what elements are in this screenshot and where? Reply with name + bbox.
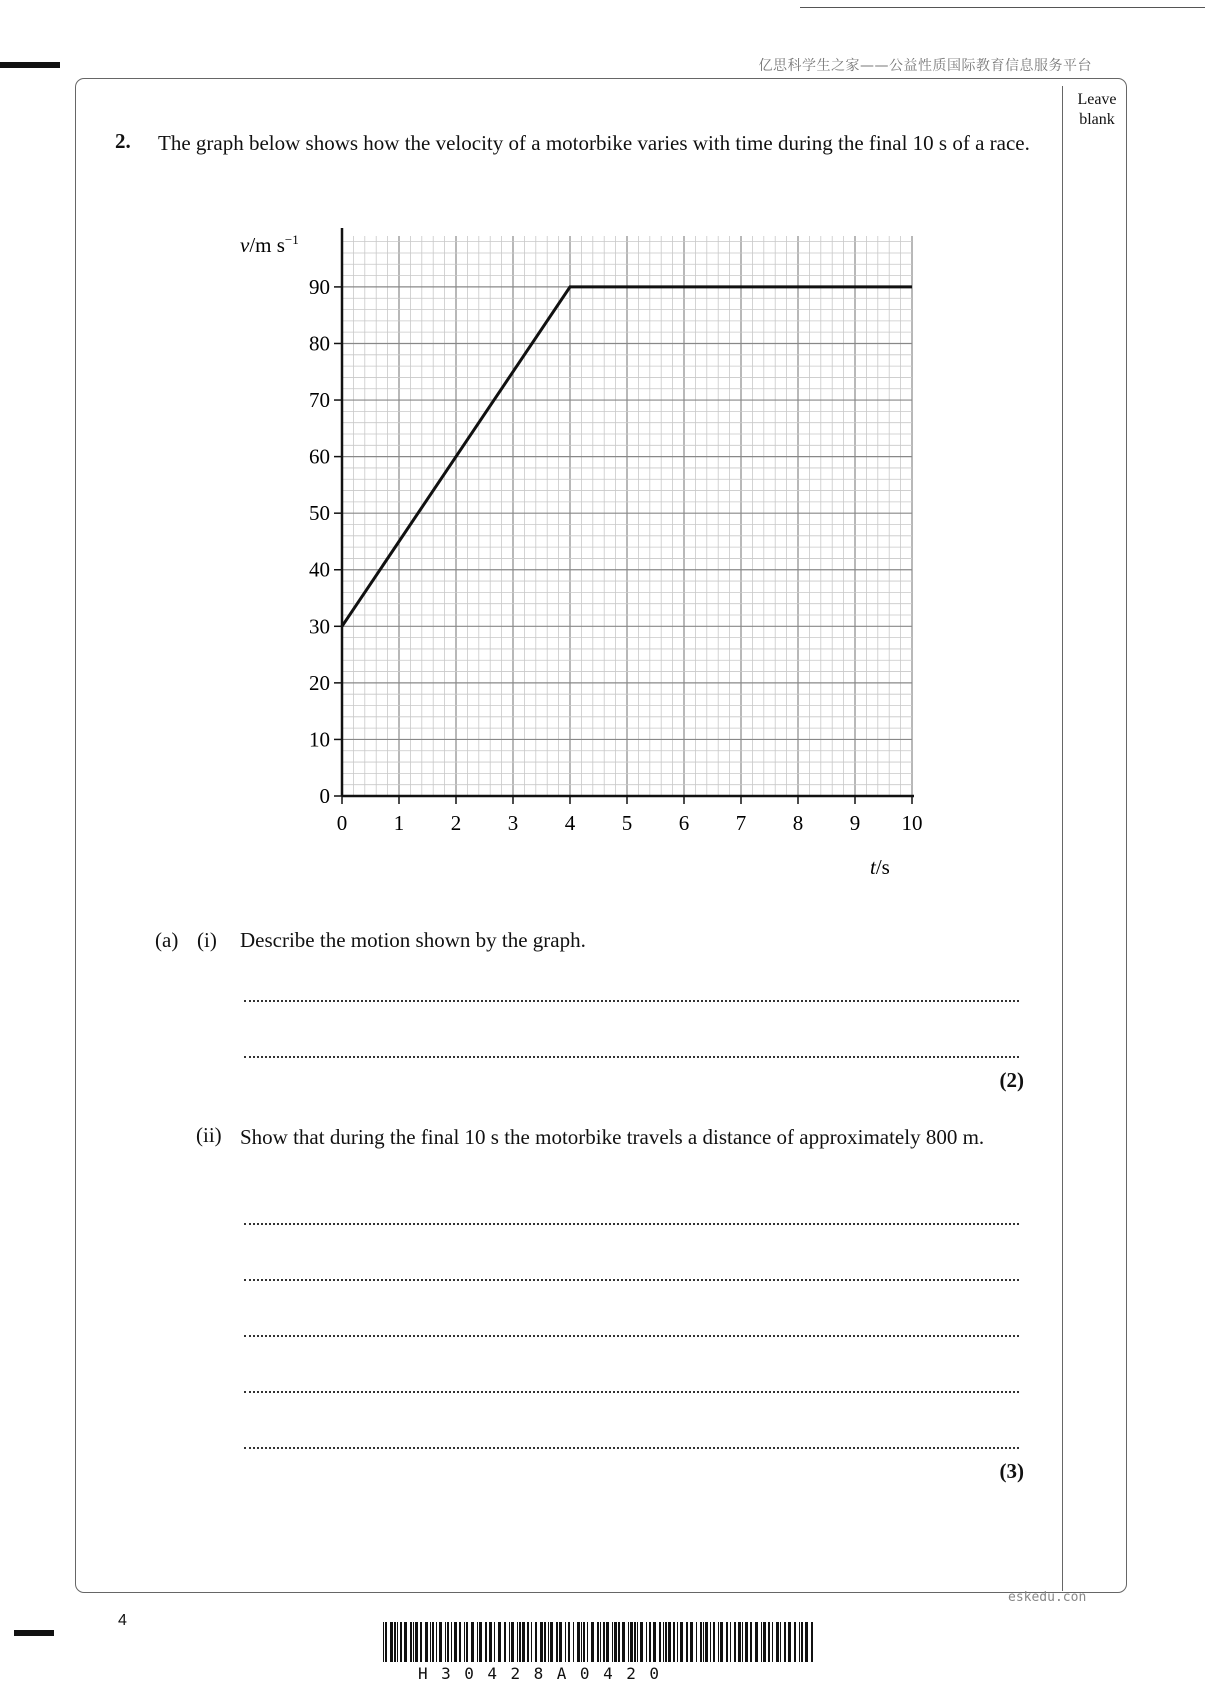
- barcode-bar: [659, 1622, 661, 1662]
- barcode-bar: [459, 1622, 461, 1662]
- barcode-bar: [703, 1622, 704, 1662]
- part-i-label: (i): [197, 928, 217, 952]
- barcode-bar: [690, 1622, 693, 1662]
- barcode: [383, 1622, 817, 1662]
- margin-mark-bottom: [14, 1630, 54, 1636]
- barcode-bar: [477, 1622, 478, 1662]
- y-tick-label: 40: [309, 557, 330, 582]
- barcode-bar: [738, 1622, 741, 1662]
- x-tick-label: 2: [450, 811, 462, 835]
- barcode-bar: [726, 1622, 728, 1662]
- barcode-bar: [597, 1622, 599, 1662]
- leave-blank-label: Leave blank: [1077, 91, 1117, 128]
- barcode-bar: [603, 1622, 605, 1662]
- barcode-bar: [705, 1622, 708, 1662]
- part-ii-label: (ii): [196, 1123, 222, 1147]
- barcode-bar: [436, 1622, 437, 1662]
- barcode-bar: [686, 1622, 688, 1662]
- barcode-bar: [565, 1622, 566, 1662]
- barcode-bar: [673, 1622, 675, 1662]
- barcode-bar: [451, 1622, 452, 1662]
- barcode-bar: [410, 1622, 412, 1662]
- barcode-bar: [745, 1622, 748, 1662]
- barcode-bar: [479, 1622, 482, 1662]
- barcode-bar: [485, 1622, 487, 1662]
- barcode-bar: [634, 1622, 636, 1662]
- barcode-bar: [415, 1622, 418, 1662]
- graph-grid: [342, 236, 912, 796]
- barcode-bar: [544, 1622, 546, 1662]
- barcode-bar: [511, 1622, 514, 1662]
- barcode-bar: [591, 1622, 594, 1662]
- barcode-bar: [394, 1622, 396, 1662]
- leave-blank-column: [1062, 86, 1063, 1591]
- barcode-bar: [556, 1622, 558, 1662]
- barcode-bar: [519, 1622, 521, 1662]
- barcode-bar: [489, 1622, 492, 1662]
- barcode-bar: [430, 1622, 431, 1662]
- velocity-time-graph: [230, 218, 950, 878]
- barcode-bar: [600, 1622, 601, 1662]
- barcode-bar: [577, 1622, 580, 1662]
- top-rule: [800, 7, 1205, 8]
- barcode-bar: [801, 1622, 803, 1662]
- barcode-bar: [649, 1622, 651, 1662]
- x-tick-label: 6: [678, 811, 690, 835]
- x-tick-label: 1: [393, 811, 405, 835]
- y-tick-label: 0: [319, 784, 330, 808]
- barcode-bar: [527, 1622, 529, 1662]
- barcode-bar: [696, 1622, 697, 1662]
- barcode-bar: [573, 1622, 574, 1662]
- y-tick-label: 10: [309, 727, 330, 752]
- barcode-bar: [776, 1622, 779, 1662]
- barcode-bar: [630, 1622, 633, 1662]
- barcode-bar: [713, 1622, 715, 1662]
- barcode-bar: [383, 1622, 384, 1662]
- barcode-bar: [794, 1622, 796, 1662]
- barcode-bar: [540, 1622, 543, 1662]
- y-tick-label: 70: [309, 388, 330, 413]
- barcode-bar: [811, 1622, 813, 1662]
- margin-mark-top: [0, 62, 60, 68]
- y-tick-label: 60: [309, 444, 330, 469]
- answer-line-ii-4[interactable]: [244, 1391, 1019, 1393]
- barcode-bar: [750, 1622, 752, 1662]
- barcode-bar: [710, 1622, 711, 1662]
- barcode-bar: [454, 1622, 457, 1662]
- barcode-bar: [581, 1622, 582, 1662]
- answer-line-ii-3[interactable]: [244, 1335, 1019, 1337]
- barcode-bar: [522, 1622, 525, 1662]
- barcode-bar: [788, 1622, 791, 1662]
- site-watermark: eskedu.con: [1008, 1590, 1087, 1605]
- barcode-bar: [550, 1622, 553, 1662]
- answer-line-ii-1[interactable]: [244, 1223, 1019, 1225]
- barcode-bar: [559, 1622, 562, 1662]
- barcode-bar: [531, 1622, 532, 1662]
- barcode-bar: [494, 1622, 495, 1662]
- barcode-bar: [799, 1622, 800, 1662]
- y-tick-label: 90: [309, 274, 330, 299]
- barcode-bar: [548, 1622, 549, 1662]
- barcode-bar: [425, 1622, 428, 1662]
- barcode-bar: [730, 1622, 731, 1662]
- barcode-bar: [614, 1622, 617, 1662]
- y-axis-label: v/m $s^{-1}$: [240, 232, 299, 257]
- part-a-label: (a): [155, 928, 179, 952]
- barcode-bar: [517, 1622, 518, 1662]
- answer-line-i-1[interactable]: [244, 1000, 1019, 1002]
- answer-line-ii-2[interactable]: [244, 1279, 1019, 1281]
- barcode-bar: [668, 1622, 671, 1662]
- barcode-bar: [535, 1622, 537, 1662]
- barcode-bar: [413, 1622, 414, 1662]
- answer-line-i-2[interactable]: [244, 1056, 1019, 1058]
- barcode-bar: [439, 1622, 442, 1662]
- barcode-bar: [761, 1622, 762, 1662]
- barcode-bar: [606, 1622, 609, 1662]
- barcode-bar: [640, 1622, 643, 1662]
- part-i-text: Describe the motion shown by the graph.: [240, 928, 586, 952]
- barcode-bar: [653, 1622, 656, 1662]
- barcode-bar: [784, 1622, 786, 1662]
- barcode-bar: [805, 1622, 808, 1662]
- barcode-bar: [628, 1622, 629, 1662]
- barcode-bar: [665, 1622, 667, 1662]
- barcode-bar: [420, 1622, 422, 1662]
- barcode-bar: [432, 1622, 434, 1662]
- x-tick-label: 7: [735, 811, 747, 835]
- barcode-bar: [404, 1622, 407, 1662]
- x-tick-label: 0: [336, 811, 348, 835]
- question-number: 2.: [115, 129, 131, 153]
- barcode-bar: [646, 1622, 647, 1662]
- x-tick-label: 3: [507, 811, 519, 835]
- barcode-bar: [612, 1622, 613, 1662]
- barcode-bar: [504, 1622, 506, 1662]
- barcode-bar: [742, 1622, 743, 1662]
- barcode-bar: [464, 1622, 465, 1662]
- barcode-bar: [768, 1622, 770, 1662]
- part-ii-text: Show that during the final 10 s the motorbike travels a distance of approximately 800 m.: [240, 1125, 985, 1149]
- barcode-bar: [637, 1622, 638, 1662]
- page-number: 4: [118, 1612, 127, 1629]
- barcode-bar: [734, 1622, 736, 1662]
- x-tick-label: 5: [621, 811, 633, 835]
- question-text: The graph below shows how the velocity of a motorbike varies with time during the final 10 s of a race.: [158, 131, 1030, 155]
- barcode-bar: [471, 1622, 474, 1662]
- x-tick-label: 4: [564, 811, 576, 835]
- graph-axes: [342, 228, 914, 796]
- barcode-bar: [587, 1622, 588, 1662]
- marks-i: (2): [999, 1068, 1024, 1092]
- y-tick-label: 50: [309, 501, 330, 526]
- barcode-text: H30428A0420: [418, 1664, 673, 1683]
- y-tick-label: 80: [309, 331, 330, 356]
- barcode-bar: [622, 1622, 625, 1662]
- answer-line-ii-5[interactable]: [244, 1447, 1019, 1449]
- x-axis-label: t/s: [870, 855, 890, 878]
- barcode-bar: [447, 1622, 449, 1662]
- barcode-bar: [498, 1622, 501, 1662]
- x-tick-label: 9: [849, 811, 861, 835]
- barcode-bar: [680, 1622, 683, 1662]
- barcode-bar: [509, 1622, 510, 1662]
- y-tick-label: 30: [309, 614, 330, 639]
- barcode-bar: [400, 1622, 402, 1662]
- barcode-bar: [763, 1622, 766, 1662]
- marks-ii: (3): [999, 1459, 1024, 1483]
- barcode-bar: [755, 1622, 758, 1662]
- x-tick-label: 8: [792, 811, 804, 835]
- y-tick-label: 20: [309, 670, 330, 695]
- barcode-bar: [397, 1622, 398, 1662]
- barcode-bar: [718, 1622, 719, 1662]
- barcode-bar: [780, 1622, 781, 1662]
- x-tick-label: 10: [901, 811, 923, 835]
- barcode-bar: [700, 1622, 702, 1662]
- barcode-bar: [772, 1622, 773, 1662]
- watermark-text: 亿思科学生之家——公益性质国际教育信息服务平台: [758, 58, 1092, 74]
- barcode-bar: [568, 1622, 570, 1662]
- barcode-bar: [583, 1622, 585, 1662]
- barcode-bar: [390, 1622, 393, 1662]
- barcode-bar: [677, 1622, 678, 1662]
- barcode-bar: [385, 1622, 387, 1662]
- barcode-bar: [618, 1622, 620, 1662]
- barcode-bar: [720, 1622, 723, 1662]
- barcode-bar: [466, 1622, 468, 1662]
- barcode-bar: [445, 1622, 446, 1662]
- barcode-bar: [663, 1622, 664, 1662]
